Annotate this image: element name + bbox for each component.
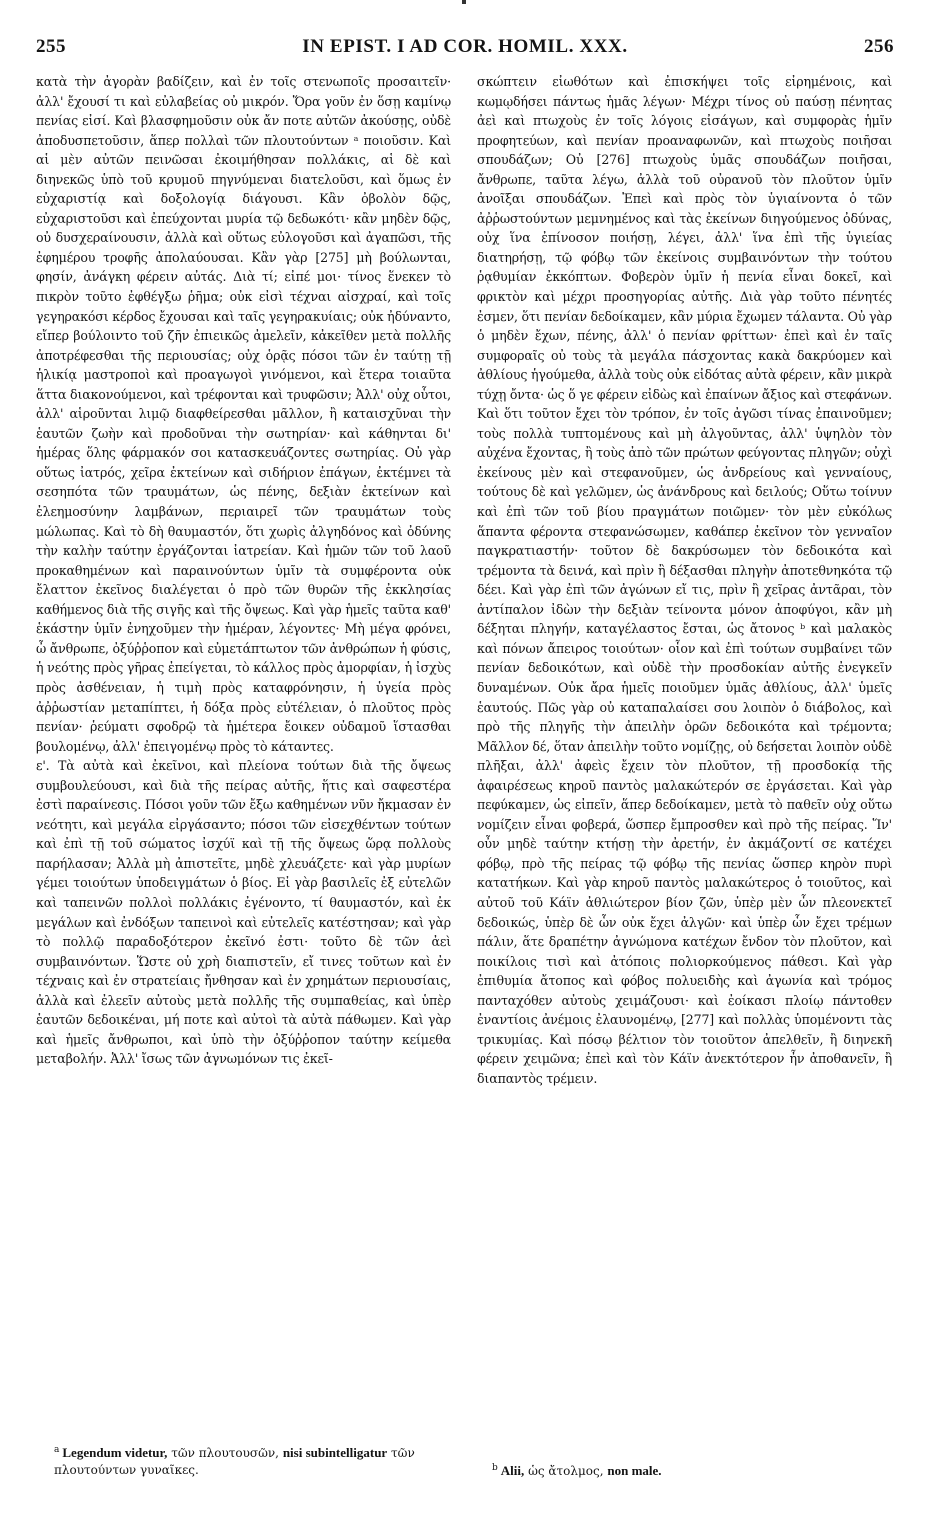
page-number-right: 256 xyxy=(864,36,894,57)
running-header xyxy=(36,36,894,64)
footnote-greek-text: τῶν πλουτουσῶν, xyxy=(171,1446,279,1460)
footnote-b xyxy=(492,1460,892,1480)
page-number-left: 255 xyxy=(36,36,66,57)
footnote-marker: b xyxy=(492,1463,498,1473)
left-paragraph-1: κατὰ τὴν ἀγορὰν βαδίζειν, καὶ ἐν τοῖς στενωποῖς προσαιτεῖν· ἀλλ' ἔχουσί τι καὶ εὐλαβείας οὐ μικρόν. Ὅρα γοῦν ἐν ὅσῃ καμίνῳ πενίας εἰσί. Καὶ βλασφημοῦσιν οὐκ ἄν ποτε αὐτῶν ἀκούσῃς, οὐδὲ ἀποδυσπετοῦσιν, ἅπερ πολλαὶ τῶν πλουτούντων ᵃ ποιοῦσιν. Καὶ αἱ μὲν αὐτῶν πεινῶσαι ἐκοιμήθησαν πολλάκις, αἱ δὲ καὶ διηνεκῶς ὑπὸ τοῦ κρυμοῦ πηγνύμεναι διατελοῦσι, καὶ ὅμως ἐν εὐχαριστίᾳ καὶ δοξολογίᾳ διάγουσι. Κἂν ὀβολὸν δῷς, εὐχαριστοῦσι καὶ ἐπεύχονται μυρία τῷ δεδωκότι· κἂν μηδὲν δῷς, οὐ δυσχεραίνουσιν, ἀλλὰ καὶ οὕτως εὐλογοῦσι καὶ ἀγαπῶσι, τῆς ἐφημέρου τροφῆς ἀπολαύουσαι. Κἂν γὰρ [275] μὴ βούλωνται, φησίν, ἀνάγκη φέρειν αὐτάς. Διὰ τί; εἰπέ μοι· τίνος ἕνεκεν τὸ πικρὸν τοῦτο ἐφθέγξω ῥῆμα; οὐκ εἰσὶ τέχναι αἰσχραί, καὶ τοῖς γεγηρακόσι κέρδος ἔχουσαι καὶ ταῖς γεγηρακυίαις; οὐκ ἠδύναντο, εἴπερ βούλοιντο τοῦ ζῆν ἐπιεικῶς ἀμελεῖν, κἀκεῖθεν μετὰ πολλῆς ἀποτρέφεσθαι τῆς περιουσίας; οὐχ ὁρᾷς πόσοι τῶν ἐν ταύτῃ τῇ ἡλικίᾳ μαστροποὶ καὶ προαγωγοὶ γινόμενοι, καὶ ἕτερα τοιαῦτα ἅττα διακονούμενοι, καὶ τρέφονται καὶ τρυφῶσιν; Ἀλλ' οὐχ οὗτοι, ἀλλ' αἱροῦνται λιμῷ διαφθείρεσθαι μᾶλλον, ἢ καταισχῦναι τὴν ἑαυτῶν ζωὴν καὶ προδοῦναι τὴν σωτηρίαν· καὶ κάθηνται δι' ἡμέρας ὅλης φάρμακόν σοι κατασκευάζοντες σωτηρίας. Οὐ γὰρ οὕτως ἰατρός, χεῖρα ἐκτείνων καὶ σιδήριον ἐπάγων, ἐκτέμνει τὰ σεσηπότα τῶν τραυμάτων, ὡς πένης, δεξιὰν ἐκτείνων καὶ ἐλεημοσύνην λαμβάνων, περιαιρεῖ τῶν τραυμάτων τοὺς μώλωπας. Καὶ τὸ δὴ θαυμαστόν, ὅτι χωρὶς ἀλγηδόνος καὶ ὀδύνης τὴν καλὴν ταύτην ἐργάζονται ἰατρείαν. Καὶ ἡμῶν τῶν τοῦ λαοῦ προκαθημένων καὶ παραινούντων ὑμῖν τὰ συμφέροντα οὐκ ἔλαττον ἐκεῖνος διαλέγεται ὁ πρὸ τῶν θυρῶν τῆς ἐκκλησίας καθήμενος διὰ τῆς σιγῆς καὶ τῆς ὄψεως. Καὶ γὰρ ἡμεῖς ταῦτα καθ' ἑκάστην ὑμῖν ἐνηχοῦμεν τὴν ἡμέραν, λέγοντες· Μὴ μέγα φρόνει, ὦ ἄνθρωπε, ὀξύῤῥοπον καὶ εὐμετάπτωτον τῶν ἀνθρώπων ἡ φύσις, ἡ νεότης πρὸς γῆρας ἐπείγεται, τὸ κάλλος πρὸς ἀμορφίαν, ἡ ἰσχὺς πρὸς ἀσθένειαν, ἡ τιμὴ πρὸς καταφρόνησιν, ἡ ὑγεία πρὸς ἀῤῥωστίαν μεταπίπτει, ἡ δόξα πρὸς εὐτέλειαν, ὁ πλοῦτος πρὸς πενίαν· ῥεύματι σφοδρῷ τὰ ἡμέτερα ἔοικεν οὐδαμοῦ ἵστασθαι βουλομένῳ, ἀλλ' ἐπειγομένῳ πρὸς τὸ κάταντες. xyxy=(36,74,451,754)
running-title: IN EPIST. I AD COR. HOMIL. XXX. xyxy=(302,36,628,57)
left-paragraph-2: ε'. Τὰ αὐτὰ καὶ ἐκεῖνοι, καὶ πλείονα τούτων διὰ τῆς ὄψεως συμβουλεύουσι, καὶ διὰ τῆς πείρας αὐτῆς, ἥτις καὶ σαφεστέρα ἐστὶ παραίνεσις. Πόσοι γοῦν τῶν ἔξω καθημένων νῦν ἤκμασαν ἐν νεότητι, καὶ μεγάλα εἰργάσαντο; πόσοι τῶν εἰσεχθέντων τούτων καὶ ἐπὶ τῇ τοῦ σώματος ἰσχύϊ καὶ τῇ τῆς ὄψεως ὥρᾳ πολλοὺς παρήλασαν; Ἀλλὰ μὴ ἀπιστεῖτε, μηδὲ χλευάζετε· καὶ γὰρ μυρίων γέμει τοιούτων ὑποδειγμάτων ὁ βίος. Εἰ γὰρ βασιλεῖς ἐξ εὐτελῶν καὶ ταπεινῶν πολλοὶ πολλάκις ἐγένοντο, τί θαυμαστόν, καὶ ἐκ μεγάλων καὶ ἐνδόξων ταπεινοὶ καὶ εὐτελεῖς κατέστησαν; καὶ γὰρ τὸ πολλῷ παραδοξότερον ἐκεῖνό ἐστι· τοῦτο δὲ τῶν ἀεὶ συμβαινόντων. Ὥστε οὐ χρὴ διαπιστεῖν, εἴ τινες τοῦτων καὶ ἐν τέχναις καὶ ἐν στρατείαις ἤνθησαν καὶ ἐν χρημάτων περιουσίαις, ἀλλὰ καὶ ἐλεεῖν αὐτοὺς μετὰ πολλῆς τῆς συμπαθείας, καὶ ὑπὲρ ἑαυτῶν δεδοικέναι, μή ποτε καὶ αὐτοὶ τὰ αὐτὰ πάθωμεν. Καὶ γὰρ καὶ ἡμεῖς ἄνθρωποι, καὶ ὑπὸ τὴν ὀξύῤῥοπον ταύτην κείμεθα μεταβολήν. Ἀλλ' ἴσως τῶν ἀγνωμόνων τις ἐκεῖ- xyxy=(36,758,451,1067)
footnote-latin-text: Legendum videtur, xyxy=(62,1445,168,1460)
footnote-latin-text: nisi subintelligatur xyxy=(282,1445,388,1460)
footnote-greek-text: ὡς ἄτολμος, xyxy=(528,1464,604,1478)
right-paragraph-1: σκώπτειν εἰωθότων καὶ ἐπισκήψει τοῖς εἰρημένοις, καὶ κωμῳδήσει πάντως ἡμᾶς λέγων· Μέχρι τίνος οὐ παύσῃ πένητας ἀεὶ καὶ πτωχοὺς ἐν τοῖς λόγοις εἰσάγων, καὶ συμφορὰς ἡμῖν προφητεύων, καὶ πενίαν προαναφωνῶν, καὶ πτωχοὺς ποιῆσαι σπουδάζων; Οὐ [276] πτωχοὺς ὑμᾶς σπουδάζων ποιῆσαι, ἄνθρωπε, ταῦτα λέγω, ἀλλὰ τοῦ οὐρανοῦ τὸν πλοῦτον ὑμῖν ἀνοῖξαι σπουδάζων. Ἐπεὶ καὶ πρὸς τὸν ὑγιαίνοντα ὁ τῶν ἀῤῥωστούντων μεμνημένος καὶ τὰς ἐκείνων διηγούμενος ὀδύνας, οὐχ ἵνα ἐπίνοσον ποιήσῃ, λέγει, ἀλλ' ἵνα ἐπὶ τῆς ὑγιείας διατηρήσῃ, τῷ φόβῳ τῶν ἐκείνοις συμβαινόντων τὴν τούτου ῥᾳθυμίαν ἐκκόπτων. Φοβερὸν ὑμῖν ἡ πενία εἶναι δοκεῖ, καὶ φρικτὸν καὶ μέχρι προσηγορίας αὐτῆς. Διὰ γὰρ τοῦτο πένητές ἐσμεν, ὅτι πενίαν δεδοίκαμεν, κἂν μύρια ἔχωμεν τάλαντα. Οὐ γὰρ ὁ μηδὲν ἔχων, πένης, ἀλλ' ὁ πενίαν φρίττων· ἐπεὶ καὶ ἐν ταῖς συμφοραῖς οὐ τοὺς τὰ μεγάλα πάσχοντας κακὰ δακρύομεν καὶ ἀθλίους ἡγούμεθα, ἀλλὰ τοὺς οὐκ εἰδότας αὐτὰ φέρειν, κἂν μικρὰ τύχῃ ὄντα· ὡς ὅ γε φέρειν εἰδὼς καὶ ἐπαίνων ἄξιος καὶ στεφάνων. Καὶ ὅτι τοῦτον ἔχει τὸν τρόπον, ἐν τοῖς ἀγῶσι τίνας ἐπαινοῦμεν; τοὺς πολλὰ τυπτομένους καὶ μὴ ἀλγοῦντας, ἀλλ' ὑψηλὸν τὸν αὐχένα ἔχοντας, ἢ τοὺς ἀπὸ τῶν πρώτων φεύγοντας πληγῶν; οὐχὶ ἐκείνους μὲν καὶ στεφανοῦμεν, ὡς ἀνδρείους καὶ γενναίους, τούτους δὲ καὶ γελῶμεν, ὡς ἀνάνδρους καὶ δειλούς; Οὕτω τοίνυν καὶ ἐπὶ τῶν τοῦ βίου πραγμάτων ποιῶμεν· τὸν μὲν εὐκόλως ἅπαντα φέροντα στεφανώσωμεν, καθάπερ ἐκεῖνον τὸν γενναῖον παγκρατιαστήν· τοῦτον δὲ δακρύσωμεν τὸν δεδοικότα καὶ τρέμοντα τὰ δεινά, καὶ πρὶν ἢ δέξασθαι πληγὴν ἀποτεθνηκότα τῷ δέει. Καὶ γὰρ ἐπὶ τῶν ἀγώνων εἴ τις, πρὶν ἢ χεῖρας ἀντᾶραι, τὸν ἀντίπαλον ἰδὼν τὴν δεξιὰν τείνοντα μόνον ἀποφύγοι, κἂν μὴ δέξηται πληγήν, καταγέλαστος ἔσται, ὡς ἄτονος ᵇ καὶ μαλακὸς καὶ πόνων ἄπειρος τοιούτων· οἷον καὶ ἐπὶ τούτων συμβαίνει τῶν πενίαν δεδοικότων, καὶ οὐδὲ τὴν προσδοκίαν αὐτῆς ἐνεγκεῖν δυναμένων. Οὐκ ἄρα ἡμεῖς ποιοῦμεν ὑμᾶς ἀθλίους, ἀλλ' ὑμεῖς ἑαυτούς. Πῶς γὰρ οὐ καταπαλαίσει σου λοιπὸν ὁ διάβολος, καὶ πρὸ τῆς πληγῆς τὴν ἀπειλὴν ὁρῶν δεδοικότα καὶ τρέμοντα; Μᾶλλον δέ, ὅταν ἀπειλὴν τοῦτο νομίζῃς, οὐ δεήσεται λοιπὸν οὐδὲ πλῆξαι, ἀλλ' ἀφεὶς ἔχειν τὸν πλοῦτον, τῇ προσδοκίᾳ τῆς ἀφαιρέσεως κηροῦ παντὸς μαλακώτερόν σε ἐργάσεται. Καὶ γὰρ πεφύκαμεν, ὡς εἰπεῖν, ἅπερ δεδοίκαμεν, μετὰ τὸ παθεῖν οὐχ οὕτω νομίζειν εἶναι φοβερά, ὥσπερ ἔμπροσθεν καὶ πρὸ τῆς πείρας. Ἵν' οὖν μηδὲ ταύτην κτήσῃ τὴν ἀρετήν, ἐν ἀκμάζοντί σε κατέχει φόβῳ, πρὸ τῆς πείρας τῷ φόβῳ τῆς πενίας ὥσπερ κηρὸν πυρὶ κατατήκων. Καὶ γὰρ κηροῦ παντὸς μαλακώτερος ὁ τοιοῦτος, καὶ αὐτοῦ τοῦ Κάϊν ἀθλιώτερον βίον ζῶν, ὑπὲρ μὲν ὧν πλεονεκτεῖ δεδοικώς, ὑπὲρ δὲ ὧν οὐκ ἔχει ἀλγῶν· καὶ ὑπὲρ ὧν ἔχει τρέμων πάλιν, ἅτε δραπέτην ἀγνώμονα κατέχων ἔνδον τὸν πλοῦτον, καὶ ποικίλοις τισὶ καὶ ἀτόποις πολιορκούμενος πάθεσι. Καὶ γὰρ ἐπιθυμία ἄτοπος καὶ φόβος πολυειδὴς καὶ ἀγωνία καὶ τρόμος πανταχόθεν αὐτοὺς χειμάζουσι· καὶ ἐοίκασι πλοίῳ πάντοθεν ἐναντίοις ἀνέμοις ἐλαυνομένῳ, [277] καὶ πολλὰς ὑπομένοντι τὰς τρικυμίας. Καὶ πόσῳ βέλτιον τὸν τοιοῦτον ἀπελθεῖν, ἢ διηνεκῆ φέρειν χειμῶνα; ἐπεὶ καὶ τὸν Κάϊν ἀνεκτότερον ἦν ἀποθανεῖν, ἢ διαπαντὸς τρέμειν. xyxy=(477,74,892,1086)
scan-mark xyxy=(462,0,466,4)
right-column xyxy=(477,72,892,1088)
footnote-latin-text: non male. xyxy=(607,1463,662,1478)
footnote-greek-text: τῶν πλουτούντων γυναῖκες. xyxy=(54,1446,415,1477)
left-column xyxy=(36,72,451,1069)
footnote-a xyxy=(54,1442,454,1479)
footnote-latin-text: Alii, xyxy=(500,1463,525,1478)
footnote-marker: a xyxy=(54,1445,60,1455)
